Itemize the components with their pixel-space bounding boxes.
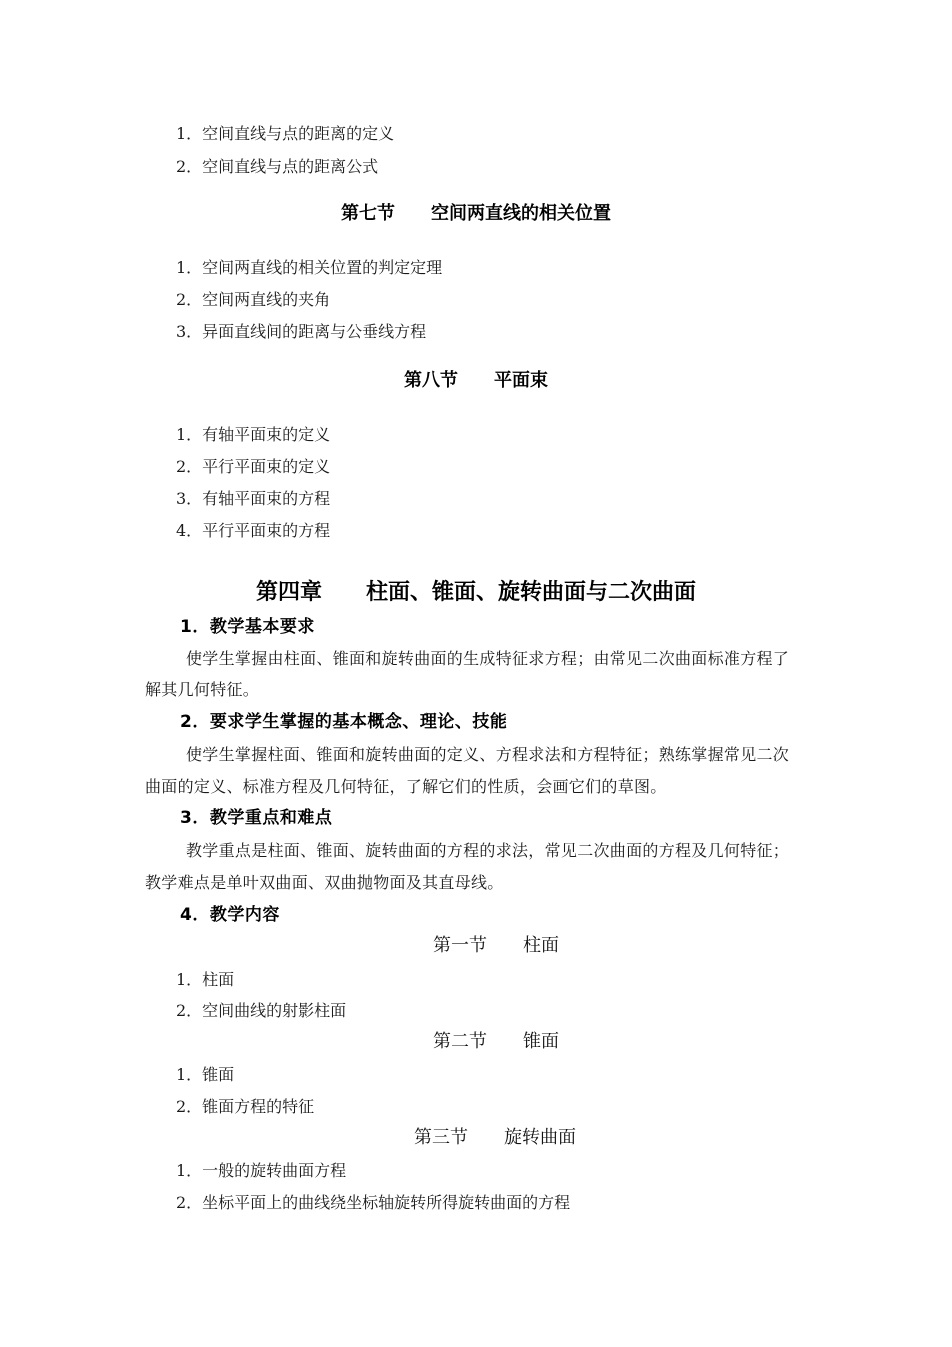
paragraph-line: 使学生掌握柱面、锥面和旋转曲面的定义、方程求法和方程特征；熟练掌握常见二次 [186,745,790,764]
list-item: 1．空间两直线的相关位置的判定定理 [176,258,443,277]
list-item: 1．锥面 [176,1065,235,1084]
subsection-title: 第三节 旋转曲面 [414,1127,576,1148]
section-7-title: 第七节 空间两直线的相关位置 [341,203,611,224]
section-8-title: 第八节 平面束 [404,370,548,391]
basic-requirements-heading: 1．教学基本要求 [180,617,315,637]
concepts-heading: 2．要求学生掌握的基本概念、理论、技能 [180,712,508,732]
paragraph-line: 曲面的定义、标准方程及几何特征，了解它们的性质，会画它们的草图。 [145,777,667,796]
list-item: 1．空间直线与点的距离的定义 [176,124,395,143]
list-item: 3．有轴平面束的方程 [176,489,331,508]
paragraph-line: 使学生掌握由柱面、锥面和旋转曲面的生成特征求方程；由常见二次曲面标准方程了 [186,649,790,668]
paragraph-line: 解其几何特征。 [145,680,260,699]
subsection-title: 第一节 柱面 [433,935,559,956]
list-item: 2．空间曲线的射影柱面 [176,1001,347,1020]
list-item: 2．坐标平面上的曲线绕坐标轴旋转所得旋转曲面的方程 [176,1193,571,1212]
list-item: 2．空间两直线的夹角 [176,290,331,309]
list-item: 1．柱面 [176,970,235,989]
list-item: 2．空间直线与点的距离公式 [176,157,379,176]
list-item: 1．一般的旋转曲面方程 [176,1161,347,1180]
list-item: 3．异面直线间的距离与公垂线方程 [176,322,427,341]
key-points-heading: 3．教学重点和难点 [180,808,333,828]
paragraph-line: 教学重点是柱面、锥面、旋转曲面的方程的求法，常见二次曲面的方程及几何特征； [186,841,790,860]
content-heading: 4．教学内容 [180,905,280,925]
subsection-title: 第二节 锥面 [433,1031,559,1052]
list-item: 4．平行平面束的方程 [176,521,331,540]
paragraph-line: 教学难点是单叶双曲面、双曲抛物面及其直母线。 [145,873,504,892]
list-item: 2．锥面方程的特征 [176,1097,315,1116]
list-item: 2．平行平面束的定义 [176,457,331,476]
chapter-4-title: 第四章 柱面、锥面、旋转曲面与二次曲面 [255,580,696,605]
list-item: 1．有轴平面束的定义 [176,425,331,444]
